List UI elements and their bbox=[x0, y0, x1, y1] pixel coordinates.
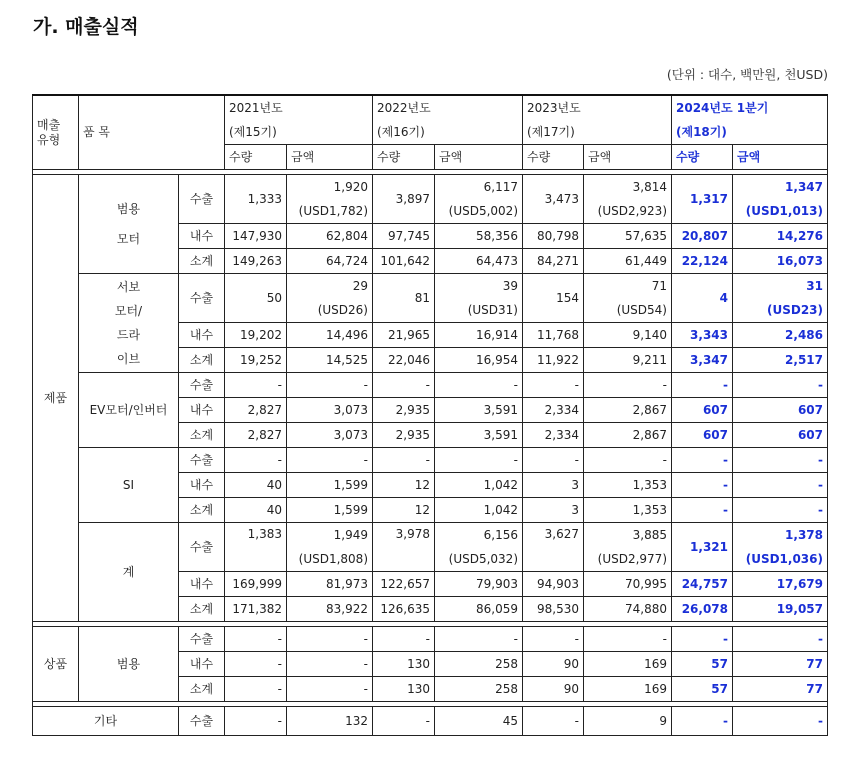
item-ev: EV모터/인버터 bbox=[79, 373, 179, 448]
qty-cell: - bbox=[225, 373, 287, 398]
amt-cell: - bbox=[584, 448, 672, 473]
item-label: 서보 bbox=[116, 280, 141, 294]
amt-cell: 9,140 bbox=[584, 323, 672, 348]
amt-cell: 2,517 bbox=[733, 348, 828, 373]
amt-cell: 14,276 bbox=[733, 224, 828, 249]
amt-cell: 16,073 bbox=[733, 249, 828, 274]
qty-cell: 169,999 bbox=[225, 572, 287, 597]
amt-cell: 6,117 bbox=[435, 175, 523, 200]
amt-cell: 2,867 bbox=[584, 423, 672, 448]
amt-cell: 1,353 bbox=[584, 498, 672, 523]
amt-cell: 1,347 bbox=[733, 175, 828, 200]
qty-cell: - bbox=[373, 448, 435, 473]
amt-header: 금액 bbox=[287, 145, 373, 170]
amt-cell: 607 bbox=[733, 423, 828, 448]
qty-cell: - bbox=[225, 677, 287, 702]
item-header: 품 목 bbox=[79, 95, 225, 170]
usd-cell: (USD2,977) bbox=[584, 547, 672, 572]
item-si: SI bbox=[79, 448, 179, 523]
usd-cell: (USD2,923) bbox=[584, 199, 672, 224]
amt-cell: 61,449 bbox=[584, 249, 672, 274]
sales-type-label-1: 매출 bbox=[37, 117, 61, 132]
kind-export: 수출 bbox=[179, 627, 225, 652]
qty-cell: 12 bbox=[373, 473, 435, 498]
amt-cell: - bbox=[733, 707, 828, 736]
amt-cell: 64,473 bbox=[435, 249, 523, 274]
qty-cell: - bbox=[523, 707, 584, 736]
kind-domestic: 내수 bbox=[179, 323, 225, 348]
qty-cell: 171,382 bbox=[225, 597, 287, 622]
amt-header: 금액 bbox=[435, 145, 523, 170]
usd-cell: (USD26) bbox=[287, 298, 373, 323]
group-goods: 상품 bbox=[33, 627, 79, 702]
item-total: 계 bbox=[79, 523, 179, 622]
qty-cell: 101,642 bbox=[373, 249, 435, 274]
qty-cell: - bbox=[523, 627, 584, 652]
amt-cell: - bbox=[287, 373, 373, 398]
qty-cell: 122,657 bbox=[373, 572, 435, 597]
amt-cell: 57,635 bbox=[584, 224, 672, 249]
qty-cell: 1,333 bbox=[225, 175, 287, 224]
qty-cell: 2,827 bbox=[225, 423, 287, 448]
amt-cell: 9,211 bbox=[584, 348, 672, 373]
amt-header: 금액 bbox=[584, 145, 672, 170]
term-18-header: (제18기) bbox=[672, 120, 828, 145]
qty-cell: 2,827 bbox=[225, 398, 287, 423]
amt-cell: 16,914 bbox=[435, 323, 523, 348]
qty-cell: - bbox=[225, 707, 287, 736]
qty-cell: 21,965 bbox=[373, 323, 435, 348]
amt-cell: 1,353 bbox=[584, 473, 672, 498]
usd-cell: (USD5,032) bbox=[435, 547, 523, 572]
qty-header: 수량 bbox=[225, 145, 287, 170]
usd-cell: (USD1,808) bbox=[287, 547, 373, 572]
amt-cell: - bbox=[435, 627, 523, 652]
amt-cell: - bbox=[435, 448, 523, 473]
kind-export: 수출 bbox=[179, 175, 225, 224]
qty-cell: 3,627 bbox=[523, 523, 584, 572]
amt-cell: 258 bbox=[435, 677, 523, 702]
amt-cell: 169 bbox=[584, 652, 672, 677]
qty-cell: 20,807 bbox=[672, 224, 733, 249]
amt-cell: - bbox=[733, 448, 828, 473]
qty-cell: - bbox=[672, 707, 733, 736]
item-label: 모터/ bbox=[114, 304, 143, 318]
amt-cell: 14,496 bbox=[287, 323, 373, 348]
amt-cell: 74,880 bbox=[584, 597, 672, 622]
qty-cell: - bbox=[373, 373, 435, 398]
table-row bbox=[33, 274, 828, 299]
qty-cell: 149,263 bbox=[225, 249, 287, 274]
amt-header: 금액 bbox=[733, 145, 828, 170]
qty-cell: 22,124 bbox=[672, 249, 733, 274]
qty-cell: 97,745 bbox=[373, 224, 435, 249]
amt-cell: 3,073 bbox=[287, 398, 373, 423]
kind-subtotal: 소계 bbox=[179, 348, 225, 373]
amt-cell: 83,922 bbox=[287, 597, 373, 622]
qty-cell: 1,317 bbox=[672, 175, 733, 224]
sales-type-label-2: 유형 bbox=[37, 132, 61, 147]
amt-cell: 1,042 bbox=[435, 498, 523, 523]
kind-subtotal: 소계 bbox=[179, 249, 225, 274]
qty-cell: - bbox=[225, 652, 287, 677]
item-label: 이브 bbox=[116, 352, 141, 366]
qty-cell: 98,530 bbox=[523, 597, 584, 622]
table-row bbox=[33, 373, 828, 398]
qty-cell: 80,798 bbox=[523, 224, 584, 249]
amt-cell: 77 bbox=[733, 677, 828, 702]
qty-cell: 3,343 bbox=[672, 323, 733, 348]
amt-cell: 1,378 bbox=[733, 523, 828, 548]
amt-cell: 71 bbox=[584, 274, 672, 299]
kind-export: 수출 bbox=[179, 448, 225, 473]
sales-table bbox=[32, 94, 828, 736]
sales-type-header bbox=[33, 95, 79, 170]
amt-cell: 29 bbox=[287, 274, 373, 299]
qty-cell: 154 bbox=[523, 274, 584, 323]
qty-cell: - bbox=[523, 448, 584, 473]
qty-cell: 1,383 bbox=[225, 523, 287, 572]
qty-cell: 3 bbox=[523, 473, 584, 498]
amt-cell: - bbox=[584, 627, 672, 652]
kind-subtotal: 소계 bbox=[179, 677, 225, 702]
qty-cell: 3 bbox=[523, 498, 584, 523]
usd-cell: (USD1,036) bbox=[733, 547, 828, 572]
qty-header: 수량 bbox=[373, 145, 435, 170]
qty-cell: 2,935 bbox=[373, 423, 435, 448]
qty-cell: 81 bbox=[373, 274, 435, 323]
table-row bbox=[33, 707, 828, 736]
table-row bbox=[33, 523, 828, 548]
item-general: 범용 bbox=[79, 627, 179, 702]
qty-cell: - bbox=[523, 373, 584, 398]
amt-cell: 3,591 bbox=[435, 423, 523, 448]
qty-cell: - bbox=[373, 707, 435, 736]
kind-export: 수출 bbox=[179, 523, 225, 572]
amt-cell: 62,804 bbox=[287, 224, 373, 249]
qty-cell: 12 bbox=[373, 498, 435, 523]
usd-cell: (USD23) bbox=[733, 298, 828, 323]
qty-cell: 3,347 bbox=[672, 348, 733, 373]
qty-cell: 40 bbox=[225, 498, 287, 523]
qty-cell: 147,930 bbox=[225, 224, 287, 249]
amt-cell: 3,814 bbox=[584, 175, 672, 200]
amt-cell: 79,903 bbox=[435, 572, 523, 597]
year-2022-header: 2022년도 bbox=[373, 95, 523, 120]
amt-cell: - bbox=[733, 627, 828, 652]
section-title: 가. 매출실적 bbox=[33, 16, 139, 38]
item-label: 모터 bbox=[116, 231, 141, 246]
qty-cell: 11,922 bbox=[523, 348, 584, 373]
amt-cell: 86,059 bbox=[435, 597, 523, 622]
qty-cell: - bbox=[672, 473, 733, 498]
qty-cell: - bbox=[225, 448, 287, 473]
item-label: 범용 bbox=[116, 201, 141, 216]
qty-cell: 130 bbox=[373, 677, 435, 702]
group-product: 제품 bbox=[33, 175, 79, 622]
amt-cell: 1,599 bbox=[287, 473, 373, 498]
kind-domestic: 내수 bbox=[179, 398, 225, 423]
kind-export: 수출 bbox=[179, 373, 225, 398]
amt-cell: 45 bbox=[435, 707, 523, 736]
amt-cell: 16,954 bbox=[435, 348, 523, 373]
term-15-header: (제15기) bbox=[225, 120, 373, 145]
amt-cell: 9 bbox=[584, 707, 672, 736]
qty-cell: 2,334 bbox=[523, 423, 584, 448]
qty-cell: 90 bbox=[523, 652, 584, 677]
group-other: 기타 bbox=[33, 707, 179, 736]
unit-note: (단위 : 대수, 백만원, 천USD) bbox=[666, 67, 828, 82]
term-16-header: (제16기) bbox=[373, 120, 523, 145]
qty-cell: 26,078 bbox=[672, 597, 733, 622]
header-row-year bbox=[33, 95, 828, 120]
amt-cell: 607 bbox=[733, 398, 828, 423]
amt-cell: 2,486 bbox=[733, 323, 828, 348]
amt-cell: 132 bbox=[287, 707, 373, 736]
amt-cell: - bbox=[287, 448, 373, 473]
amt-cell: 258 bbox=[435, 652, 523, 677]
amt-cell: 17,679 bbox=[733, 572, 828, 597]
table-row bbox=[33, 448, 828, 473]
amt-cell: - bbox=[287, 677, 373, 702]
qty-cell: 94,903 bbox=[523, 572, 584, 597]
qty-cell: 130 bbox=[373, 652, 435, 677]
qty-cell: 19,202 bbox=[225, 323, 287, 348]
usd-cell: (USD1,013) bbox=[733, 199, 828, 224]
qty-cell: 24,757 bbox=[672, 572, 733, 597]
qty-header: 수량 bbox=[523, 145, 584, 170]
qty-cell: 57 bbox=[672, 677, 733, 702]
year-2023-header: 2023년도 bbox=[523, 95, 672, 120]
item-servo bbox=[79, 274, 179, 373]
amt-cell: 3,073 bbox=[287, 423, 373, 448]
amt-cell: 1,042 bbox=[435, 473, 523, 498]
amt-cell: 39 bbox=[435, 274, 523, 299]
usd-cell: (USD1,782) bbox=[287, 199, 373, 224]
kind-domestic: 내수 bbox=[179, 652, 225, 677]
year-2021-header: 2021년도 bbox=[225, 95, 373, 120]
qty-header: 수량 bbox=[672, 145, 733, 170]
amt-cell: - bbox=[733, 473, 828, 498]
amt-cell: 3,885 bbox=[584, 523, 672, 548]
qty-cell: 126,635 bbox=[373, 597, 435, 622]
kind-domestic: 내수 bbox=[179, 473, 225, 498]
qty-cell: - bbox=[225, 627, 287, 652]
kind-export: 수출 bbox=[179, 707, 225, 736]
amt-cell: 1,949 bbox=[287, 523, 373, 548]
amt-cell: - bbox=[435, 373, 523, 398]
usd-cell: (USD54) bbox=[584, 298, 672, 323]
amt-cell: 77 bbox=[733, 652, 828, 677]
amt-cell: 1,599 bbox=[287, 498, 373, 523]
amt-cell: 31 bbox=[733, 274, 828, 299]
qty-cell: 4 bbox=[672, 274, 733, 323]
amt-cell: 81,973 bbox=[287, 572, 373, 597]
amt-cell: 70,995 bbox=[584, 572, 672, 597]
table-row bbox=[33, 627, 828, 652]
usd-cell: (USD31) bbox=[435, 298, 523, 323]
amt-cell: 169 bbox=[584, 677, 672, 702]
qty-cell: - bbox=[672, 448, 733, 473]
kind-export: 수출 bbox=[179, 274, 225, 323]
amt-cell: 14,525 bbox=[287, 348, 373, 373]
qty-cell: - bbox=[672, 498, 733, 523]
amt-cell: 2,867 bbox=[584, 398, 672, 423]
qty-cell: 3,978 bbox=[373, 523, 435, 572]
qty-cell: 2,334 bbox=[523, 398, 584, 423]
qty-cell: 22,046 bbox=[373, 348, 435, 373]
qty-cell: - bbox=[373, 627, 435, 652]
qty-cell: 40 bbox=[225, 473, 287, 498]
kind-subtotal: 소계 bbox=[179, 498, 225, 523]
amt-cell: - bbox=[733, 498, 828, 523]
qty-cell: - bbox=[672, 627, 733, 652]
amt-cell: 3,591 bbox=[435, 398, 523, 423]
qty-cell: 90 bbox=[523, 677, 584, 702]
amt-cell: 64,724 bbox=[287, 249, 373, 274]
qty-cell: 11,768 bbox=[523, 323, 584, 348]
qty-cell: 607 bbox=[672, 423, 733, 448]
amt-cell: 1,920 bbox=[287, 175, 373, 200]
qty-cell: 607 bbox=[672, 398, 733, 423]
amt-cell: - bbox=[287, 627, 373, 652]
qty-cell: 57 bbox=[672, 652, 733, 677]
amt-cell: - bbox=[733, 373, 828, 398]
qty-cell: 1,321 bbox=[672, 523, 733, 572]
table-row bbox=[33, 175, 828, 200]
qty-cell: - bbox=[672, 373, 733, 398]
kind-subtotal: 소계 bbox=[179, 423, 225, 448]
qty-cell: 84,271 bbox=[523, 249, 584, 274]
year-2024q1-header: 2024년도 1분기 bbox=[672, 95, 828, 120]
amt-cell: 58,356 bbox=[435, 224, 523, 249]
kind-domestic: 내수 bbox=[179, 224, 225, 249]
qty-cell: 3,897 bbox=[373, 175, 435, 224]
amt-cell: 6,156 bbox=[435, 523, 523, 548]
item-label: 드라 bbox=[116, 328, 141, 342]
term-17-header: (제17기) bbox=[523, 120, 672, 145]
qty-cell: 50 bbox=[225, 274, 287, 323]
kind-subtotal: 소계 bbox=[179, 597, 225, 622]
amt-cell: - bbox=[584, 373, 672, 398]
qty-cell: 3,473 bbox=[523, 175, 584, 224]
qty-cell: 19,252 bbox=[225, 348, 287, 373]
item-general-motor bbox=[79, 175, 179, 274]
usd-cell: (USD5,002) bbox=[435, 199, 523, 224]
qty-cell: 2,935 bbox=[373, 398, 435, 423]
amt-cell: - bbox=[287, 652, 373, 677]
amt-cell: 19,057 bbox=[733, 597, 828, 622]
kind-domestic: 내수 bbox=[179, 572, 225, 597]
